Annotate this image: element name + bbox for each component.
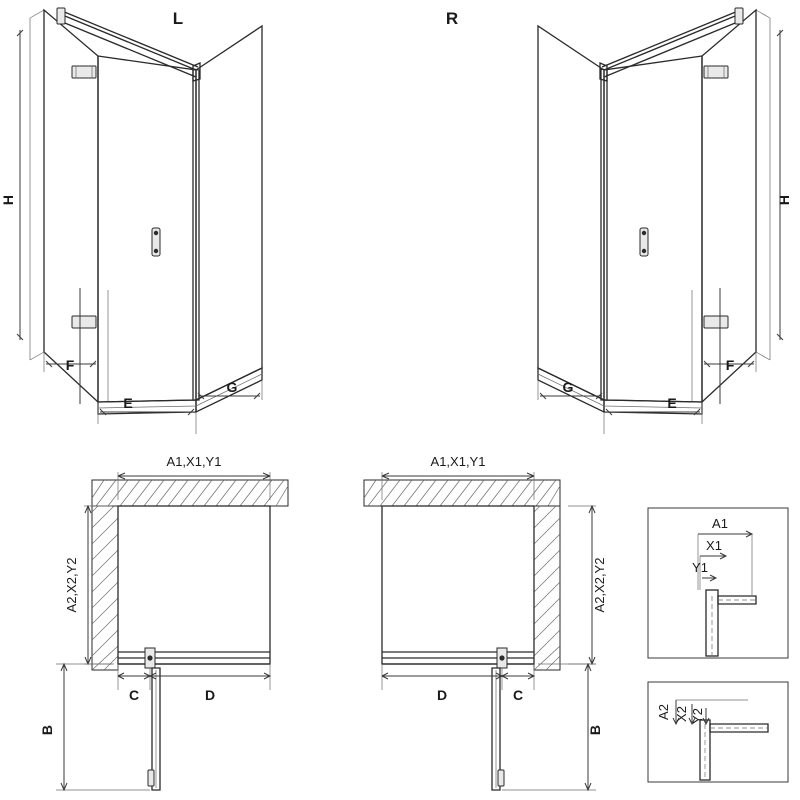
plan-left-group [39,454,288,790]
plan-right-d-label: D [436,687,448,703]
plan-right-b-label: B [587,724,603,736]
plan-right-top-dim: A1,X1,Y1 [430,454,486,469]
detail-top-y1-label: Y1 [692,560,708,575]
plan-left-b-label: B [39,724,55,736]
plan-right-group [364,454,607,790]
detail-top-group [648,508,788,658]
detail-top-x1-label: X1 [706,538,722,553]
plan-left-d-label: D [204,687,216,703]
plan-right-side-dim: A2,X2,Y2 [592,557,607,613]
iso-right-f-label: F [725,357,735,373]
iso-left-title: L [172,9,184,28]
detail-bottom-a2-label: A2 [656,704,671,720]
iso-left-e-label: E [123,395,133,411]
iso-right-title: R [445,9,459,28]
iso-left-g-label: G [226,379,238,395]
iso-right-height-label: H [776,194,792,206]
iso-right-e-label: E [667,395,677,411]
iso-left-group [0,8,262,434]
detail-top-a1-label: A1 [712,516,728,531]
iso-left-f-label: F [65,357,75,373]
detail-bottom-y2-label: Y2 [690,708,705,724]
plan-right-c-label: C [512,687,524,703]
detail-bottom-group [648,682,788,782]
plan-left-c-label: C [128,687,140,703]
plan-left-side-dim: A2,X2,Y2 [64,557,79,613]
iso-left-height-label: H [0,194,16,206]
plan-left-top-dim: A1,X1,Y1 [166,454,222,469]
iso-right-g-label: G [562,379,574,395]
iso-right-group [446,8,792,434]
detail-bottom-x2-label: X2 [674,706,689,722]
